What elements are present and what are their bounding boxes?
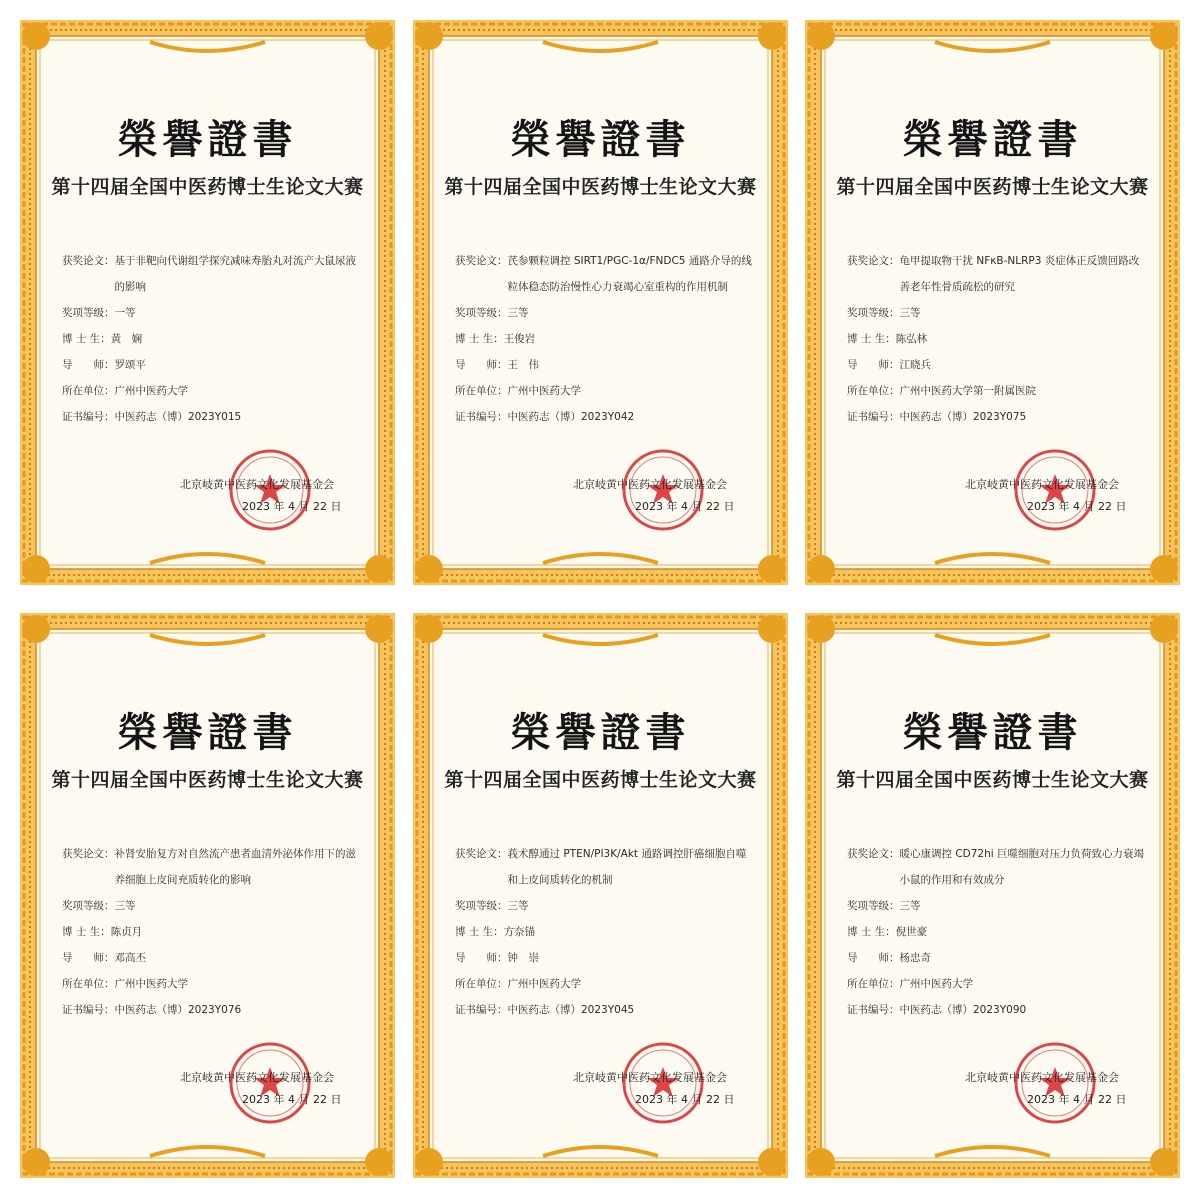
field-label: 导 师： (62, 359, 115, 371)
supervisor-row (455, 945, 755, 971)
field-label: 博 士 生： (62, 333, 111, 345)
field-value: 中医药志（博）2023Y076 (114, 1004, 242, 1016)
field-value: 中医药志（博）2023Y042 (507, 411, 635, 423)
field-value: 三等 (507, 900, 529, 912)
competition-name: 第十四届全国中医药博士生论文大赛 (836, 176, 1149, 198)
field-label: 证书编号： (455, 1004, 508, 1016)
issuing-organization: 北京岐黄中医药文化发展基金会 (965, 1071, 1119, 1084)
certificate-5 (413, 613, 788, 1178)
certificate-number-row (455, 997, 755, 1023)
field-value: 芪参颗粒调控 SIRT1/PGC-1α/FNDC5 通路介导的线粒体稳态防治慢性心力衰竭心室重构的作用机制 (507, 255, 752, 293)
field-label: 所在单位： (847, 978, 900, 990)
certificate-6 (805, 613, 1180, 1178)
award-thesis-row (847, 248, 1147, 300)
field-label: 博 士 生： (847, 333, 896, 345)
field-label: 奖项等级： (62, 900, 115, 912)
certificate-number-row (847, 404, 1147, 430)
award-thesis-row (455, 841, 755, 893)
award-level-row (62, 300, 362, 326)
competition-name: 第十四届全国中医药博士生论文大赛 (836, 769, 1149, 791)
certificate-title: 榮譽證書 (902, 709, 1083, 756)
certificate-number-row (62, 404, 362, 430)
student-row (847, 919, 1147, 945)
award-level-row (62, 893, 362, 919)
competition-name: 第十四届全国中医药博士生论文大赛 (51, 176, 364, 198)
field-value: 一等 (114, 307, 136, 319)
field-value: 王俊岩 (503, 333, 536, 345)
certificate-details (847, 248, 1147, 430)
field-value: 补肾安胎复方对自然流产患者血清外泌体作用下的滋养细胞上皮间充质转化的影响 (114, 848, 356, 886)
field-value: 中医药志（博）2023Y090 (899, 1004, 1027, 1016)
field-value: 方奈锚 (503, 926, 536, 938)
field-label: 获奖论文： (62, 848, 115, 860)
field-value: 罗颂平 (114, 359, 146, 371)
field-label: 奖项等级： (847, 900, 900, 912)
certificate-number-row (62, 997, 362, 1023)
competition-name: 第十四届全国中医药博士生论文大赛 (51, 769, 364, 791)
field-value: 广州中医药大学 (114, 978, 188, 990)
field-label: 博 士 生： (62, 926, 111, 938)
certificate-title: 榮譽證書 (902, 116, 1083, 163)
field-label: 博 士 生： (455, 926, 504, 938)
field-label: 所在单位： (62, 385, 115, 397)
field-value: 三等 (899, 307, 921, 319)
certificate-number-row (847, 997, 1147, 1023)
field-value: 广州中医药大学第一附属医院 (899, 385, 1036, 397)
field-value: 陈弘林 (895, 333, 928, 345)
field-value: 江晓兵 (899, 359, 931, 371)
field-value: 中医药志（博）2023Y045 (507, 1004, 635, 1016)
institution-row (455, 971, 755, 997)
institution-row (62, 378, 362, 404)
field-label: 导 师： (62, 952, 115, 964)
field-value: 龟甲提取物干扰 NFκB-NLRP3 炎症体正反馈回路改善老年性骨质疏松的研究 (899, 255, 1140, 293)
certificate-title: 榮譽證書 (510, 709, 691, 756)
certificate-title: 榮譽證書 (510, 116, 691, 163)
field-label: 所在单位： (455, 978, 508, 990)
field-value: 三等 (114, 900, 136, 912)
field-value: 广州中医药大学 (114, 385, 188, 397)
certificate-details (847, 841, 1147, 1023)
field-label: 奖项等级： (847, 307, 900, 319)
field-label: 奖项等级： (62, 307, 115, 319)
field-label: 博 士 生： (847, 926, 896, 938)
certificate-2 (413, 20, 788, 585)
field-label: 所在单位： (62, 978, 115, 990)
field-label: 导 师： (847, 952, 900, 964)
student-row (62, 919, 362, 945)
field-label: 博 士 生： (455, 333, 504, 345)
issue-date: 2023 年 4 月 22 日 (635, 500, 735, 513)
field-value: 王 伟 (507, 359, 539, 371)
certificate-details (62, 248, 362, 430)
supervisor-row (455, 352, 755, 378)
field-value: 黄 娴 (110, 333, 143, 345)
student-row (847, 326, 1147, 352)
field-label: 获奖论文： (455, 848, 508, 860)
field-label: 证书编号： (62, 411, 115, 423)
certificate-number-row (455, 404, 755, 430)
field-label: 获奖论文： (847, 255, 900, 267)
field-value: 基于非靶向代谢组学探究减味寿胎丸对流产大鼠尿液的影响 (114, 255, 356, 293)
field-label: 证书编号： (62, 1004, 115, 1016)
award-level-row (455, 893, 755, 919)
field-label: 证书编号： (455, 411, 508, 423)
field-label: 证书编号： (847, 1004, 900, 1016)
certificate-title: 榮譽證書 (117, 116, 298, 163)
issue-date: 2023 年 4 月 22 日 (635, 1093, 735, 1106)
field-label: 奖项等级： (455, 900, 508, 912)
institution-row (62, 971, 362, 997)
award-level-row (847, 300, 1147, 326)
field-label: 导 师： (455, 359, 508, 371)
certificate-details (455, 841, 755, 1023)
certificate-3 (805, 20, 1180, 585)
field-label: 获奖论文： (62, 255, 115, 267)
field-label: 获奖论文： (847, 848, 900, 860)
issuing-organization: 北京岐黄中医药文化发展基金会 (573, 478, 727, 491)
field-label: 所在单位： (847, 385, 900, 397)
award-thesis-row (847, 841, 1147, 893)
field-value: 广州中医药大学 (899, 978, 973, 990)
field-value: 中医药志（博）2023Y015 (114, 411, 242, 423)
issue-date: 2023 年 4 月 22 日 (1027, 500, 1127, 513)
supervisor-row (62, 352, 362, 378)
field-value: 邓高丕 (114, 952, 146, 964)
award-level-row (455, 300, 755, 326)
award-level-row (847, 893, 1147, 919)
field-value: 倪世豪 (895, 926, 928, 938)
student-row (455, 919, 755, 945)
field-label: 导 师： (455, 952, 508, 964)
competition-name: 第十四届全国中医药博士生论文大赛 (444, 769, 757, 791)
certificate-4 (20, 613, 395, 1178)
field-label: 导 师： (847, 359, 900, 371)
field-value: 暖心康调控 CD72hi 巨噬细胞对压力负荷致心力衰竭小鼠的作用和有效成分 (899, 848, 1145, 886)
supervisor-row (62, 945, 362, 971)
field-label: 获奖论文： (455, 255, 508, 267)
field-value: 莪术醇通过 PTEN/PI3K/Akt 通路调控肝癌细胞自噬和上皮间质转化的机制 (507, 848, 747, 886)
field-label: 证书编号： (847, 411, 900, 423)
issue-date: 2023 年 4 月 22 日 (242, 500, 342, 513)
field-value: 广州中医药大学 (507, 385, 581, 397)
institution-row (847, 378, 1147, 404)
field-label: 奖项等级： (455, 307, 508, 319)
institution-row (847, 971, 1147, 997)
field-value: 中医药志（博）2023Y075 (899, 411, 1027, 423)
issue-date: 2023 年 4 月 22 日 (1027, 1093, 1127, 1106)
field-value: 陈贞月 (110, 926, 143, 938)
field-value: 杨忠奇 (899, 952, 931, 964)
supervisor-row (847, 352, 1147, 378)
supervisor-row (847, 945, 1147, 971)
competition-name: 第十四届全国中医药博士生论文大赛 (444, 176, 757, 198)
institution-row (455, 378, 755, 404)
issuing-organization: 北京岐黄中医药文化发展基金会 (180, 478, 334, 491)
certificate-details (455, 248, 755, 430)
field-value: 钟 崇 (507, 952, 539, 964)
field-value: 三等 (899, 900, 921, 912)
issuing-organization: 北京岐黄中医药文化发展基金会 (573, 1071, 727, 1084)
award-thesis-row (62, 841, 362, 893)
field-label: 所在单位： (455, 385, 508, 397)
student-row (455, 326, 755, 352)
certificate-title: 榮譽證書 (117, 709, 298, 756)
certificate-1 (20, 20, 395, 585)
field-value: 广州中医药大学 (507, 978, 581, 990)
award-thesis-row (62, 248, 362, 300)
certificate-details (62, 841, 362, 1023)
field-value: 三等 (507, 307, 529, 319)
award-thesis-row (455, 248, 755, 300)
student-row (62, 326, 362, 352)
issue-date: 2023 年 4 月 22 日 (242, 1093, 342, 1106)
issuing-organization: 北京岐黄中医药文化发展基金会 (180, 1071, 334, 1084)
issuing-organization: 北京岐黄中医药文化发展基金会 (965, 478, 1119, 491)
